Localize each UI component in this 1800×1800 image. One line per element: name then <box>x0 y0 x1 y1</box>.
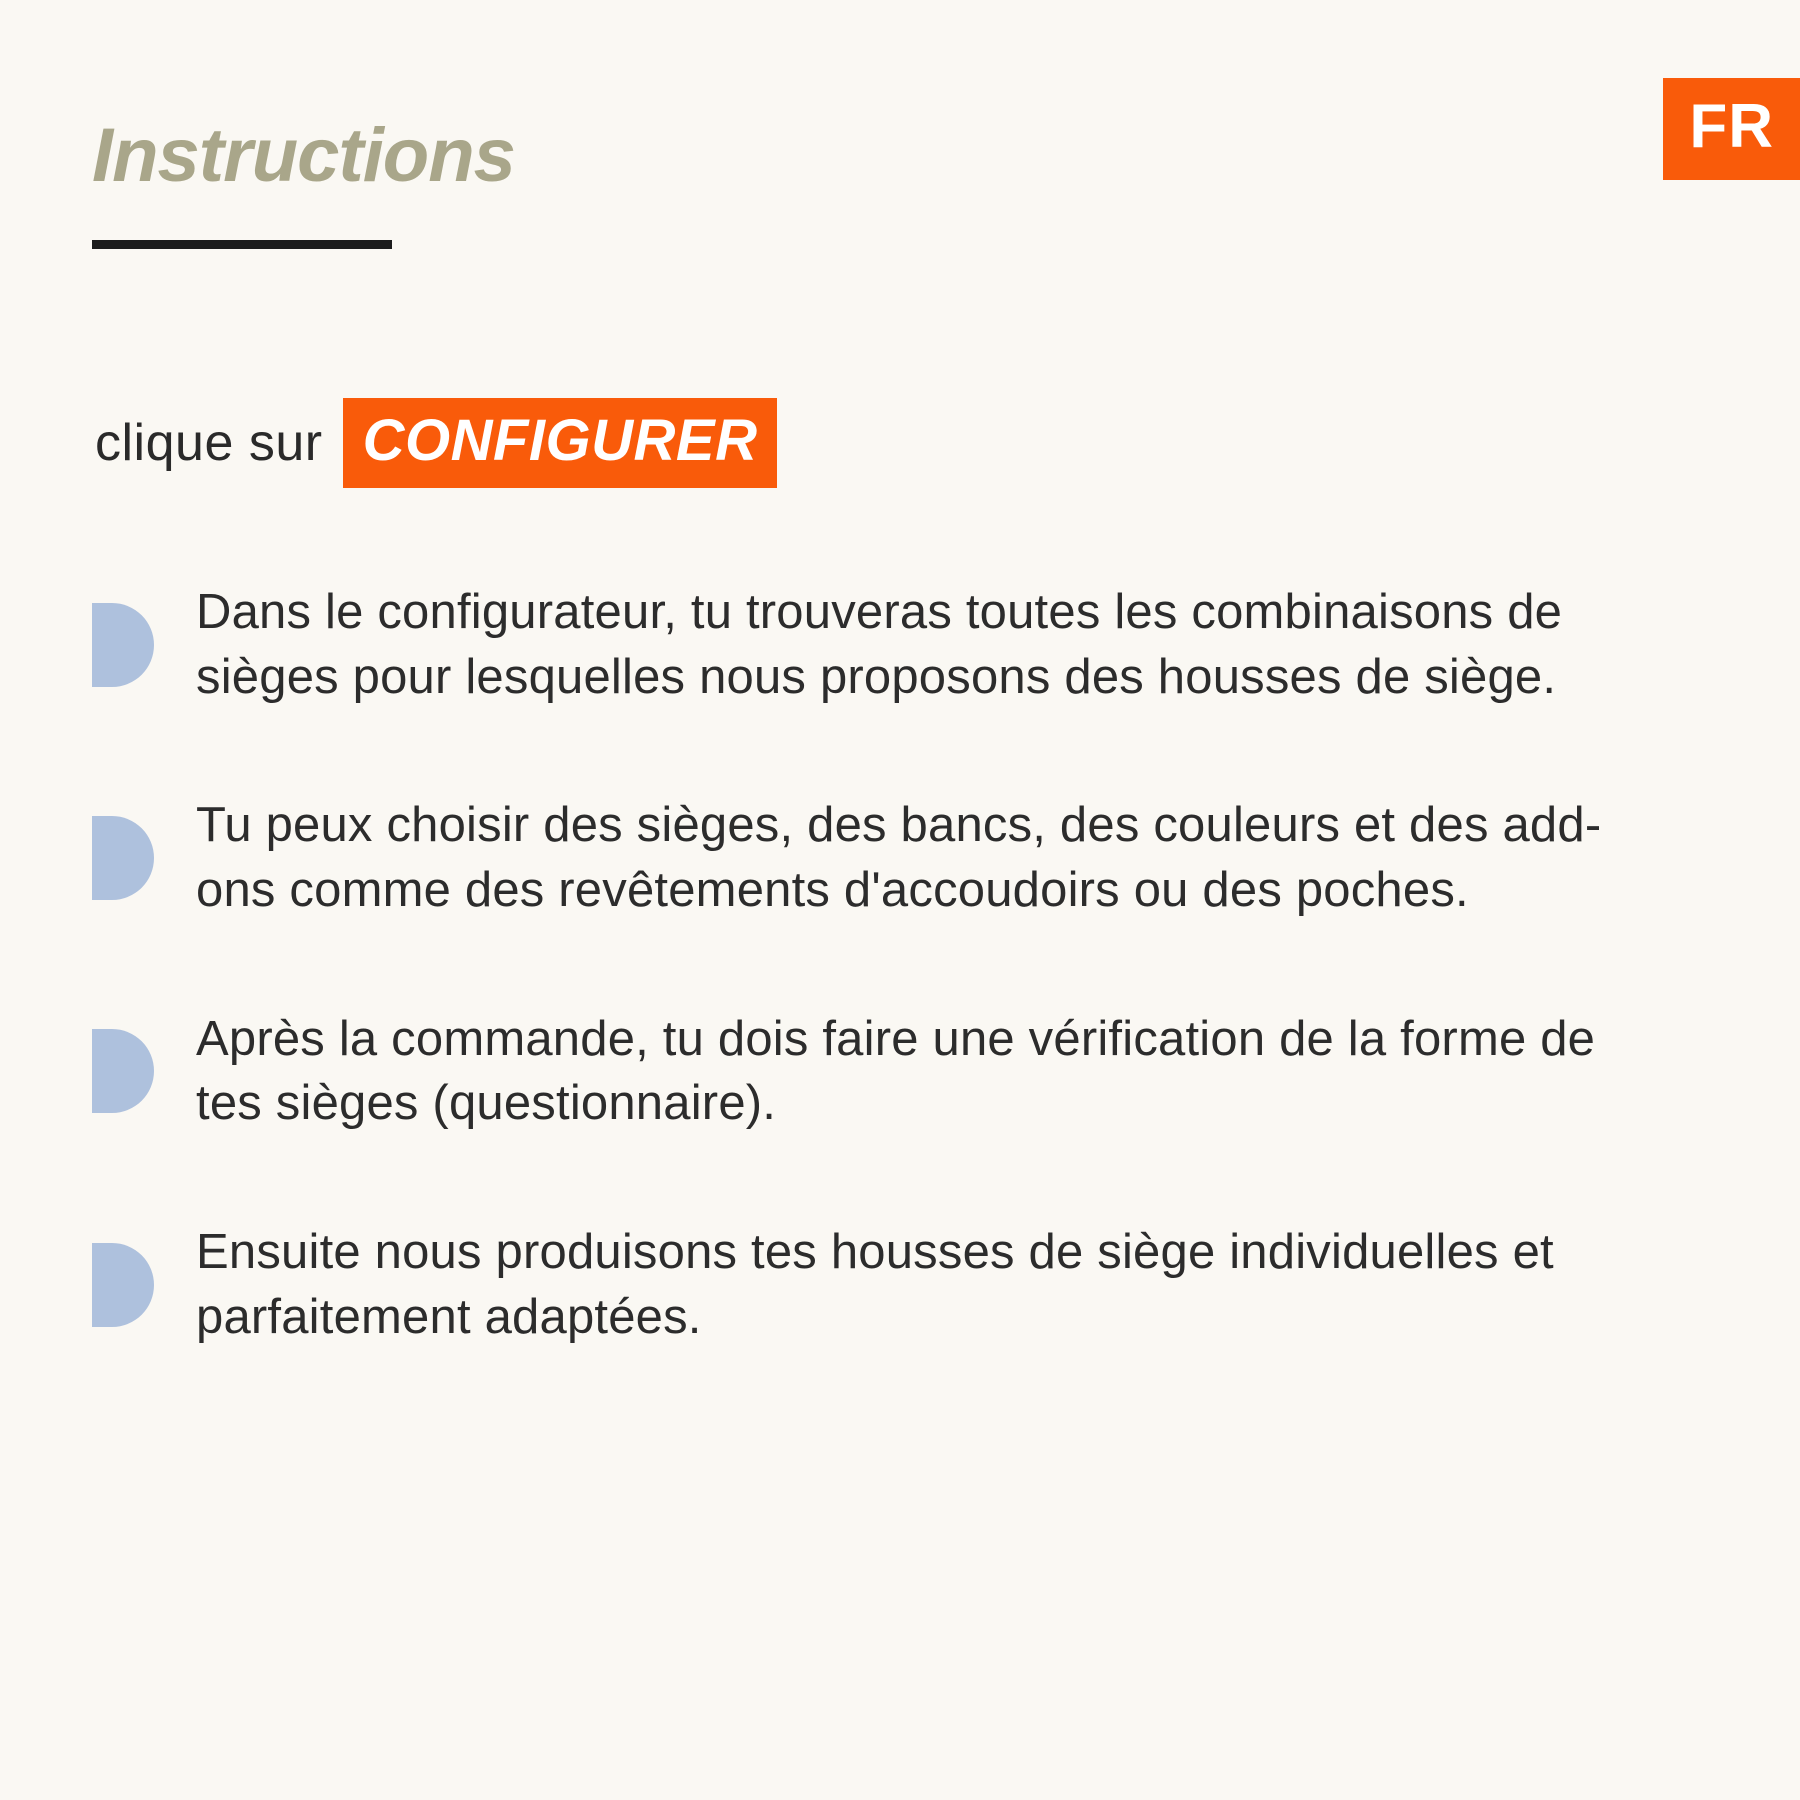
bullet-marker-icon <box>92 1029 154 1113</box>
list-item <box>92 580 1710 709</box>
bullet-marker-icon <box>92 816 154 900</box>
bullet-marker-icon <box>92 1243 154 1327</box>
cta-pretext: clique sur <box>95 414 323 472</box>
list-item <box>92 1220 1710 1349</box>
configurer-button[interactable]: CONFIGURER <box>343 398 778 488</box>
list-item <box>92 793 1710 922</box>
instruction-list <box>92 580 1710 1349</box>
page-title-block <box>92 113 515 249</box>
list-item <box>92 1007 1710 1136</box>
title-underline-rule <box>92 240 392 249</box>
call-to-action-line <box>95 398 777 488</box>
list-item-text: Tu peux choisir des sièges, des bancs, des couleurs et des add-ons comme des revêtements d'accoudoirs ou des poches. <box>196 798 1602 918</box>
list-item-text: Dans le configurateur, tu trouveras toutes les combinaisons de sièges pour lesquelles nous proposons des housses de siège. <box>196 585 1563 704</box>
bullet-marker-icon <box>92 603 154 687</box>
list-item-text: Après la commande, tu dois faire une vérification de la forme de tes sièges (questionnaire). <box>196 1011 1596 1131</box>
page-title: Instructions <box>92 113 515 198</box>
language-badge[interactable]: FR <box>1663 78 1800 180</box>
list-item-text: Ensuite nous produisons tes housses de siège individuelles et parfaitement adaptées. <box>196 1225 1554 1344</box>
